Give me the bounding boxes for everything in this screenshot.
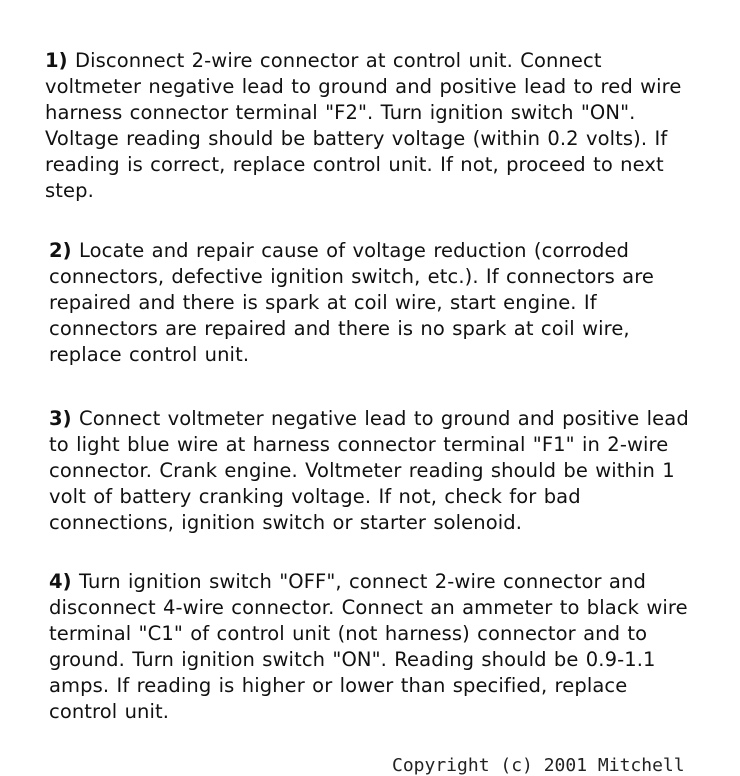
step-3-number: 3) xyxy=(49,407,72,430)
step-2-paragraph xyxy=(49,238,699,368)
step-4-paragraph xyxy=(49,569,699,725)
step-2-number: 2) xyxy=(49,239,72,262)
step-3-text: Connect voltmeter negative lead to ground and positive lead to light blue wire at harness connector terminal "F1" in 2-wire connector. Crank engine. Voltmeter reading should be within 1 volt of battery cranking voltage. If not, check for bad connections, ignition switch or starter solenoid. xyxy=(49,407,689,534)
step-4-text: Turn ignition switch "OFF", connect 2-wire connector and disconnect 4-wire connector. Connect an ammeter to black wire terminal "C1" of control unit (not harness) connector and to ground. Turn ignition switch "ON". Reading should be 0.9-1.1 amps. If reading is higher or lower than specified, replace control unit. xyxy=(49,570,688,723)
step-4-number: 4) xyxy=(49,570,72,593)
step-3-paragraph xyxy=(49,406,699,536)
step-2-text: Locate and repair cause of voltage reduction (corroded connectors, defective ignition switch, etc.). If connectors are repaired and there is spark at coil wire, start engine. If connectors are repaired and there is no spark at coil wire, replace control unit. xyxy=(49,239,655,366)
step-1-text: Disconnect 2-wire connector at control unit. Connect voltmeter negative lead to ground and positive lead to red wire harness connector terminal "F2". Turn ignition switch "ON". Voltage reading should be battery voltage (within 0.2 volts). If reading is correct, replace control unit. If not, proceed to next step. xyxy=(45,49,682,202)
copyright-notice: Copyright (c) 2001 Mitchell xyxy=(392,755,685,776)
step-1-paragraph xyxy=(45,48,695,204)
step-1-number: 1) xyxy=(45,49,68,72)
